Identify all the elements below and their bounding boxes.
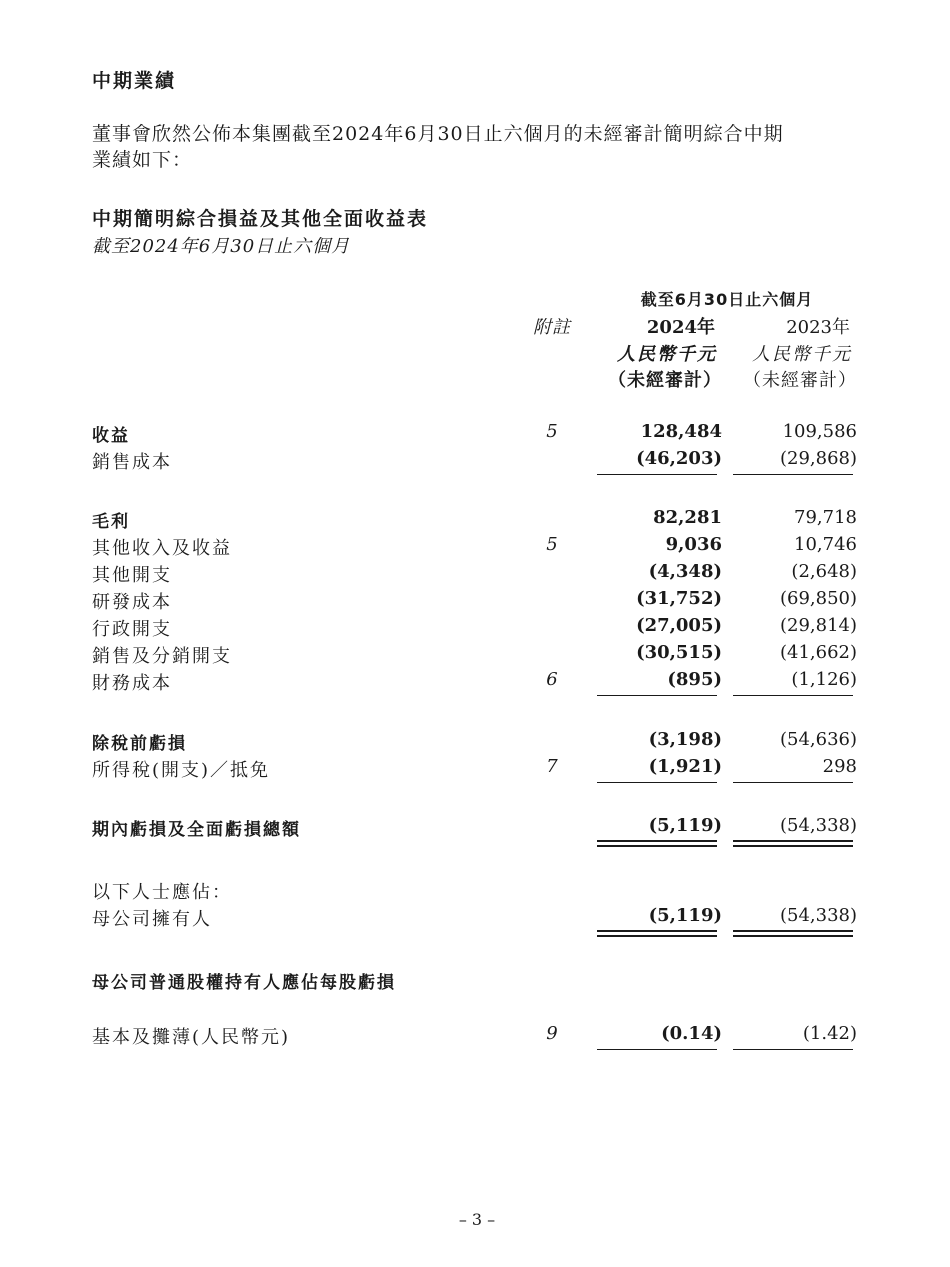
row-value-2023: (29,868) — [779, 448, 857, 469]
row-note: 6 — [546, 669, 558, 690]
table-row-owners-of-parent — [92, 905, 862, 931]
table-row-cost-of-sales — [92, 448, 862, 474]
subtotal-rule-2024 — [597, 474, 717, 475]
row-value-2024: (30,515) — [636, 642, 722, 663]
table-row-other-income — [92, 534, 862, 560]
row-value-2024: (4,348) — [648, 561, 722, 582]
year-2023-header: 2023年 — [786, 317, 850, 338]
audit-2023-header: （未經審計） — [743, 370, 857, 391]
eps-rule-2024 — [597, 1049, 717, 1050]
row-value-2024: 9,036 — [665, 534, 722, 555]
total-double-rule-2024 — [597, 840, 717, 847]
table-row-eps — [92, 1023, 862, 1049]
row-label: 行政開支 — [92, 619, 172, 640]
row-value-2023: 79,718 — [794, 507, 857, 528]
row-value-2024: 82,281 — [653, 507, 722, 528]
row-label: 研發成本 — [92, 592, 172, 613]
row-value-2023: (2,648) — [791, 561, 857, 582]
row-note: 9 — [546, 1023, 558, 1044]
row-value-2023: 10,746 — [794, 534, 857, 555]
row-label: 以下人士應佔： — [92, 882, 232, 903]
row-value-2023: (54,338) — [779, 815, 857, 836]
row-value-2024: (5,119) — [648, 815, 722, 836]
table-row-revenue — [92, 421, 862, 447]
subtotal-rule-2024 — [597, 695, 717, 696]
row-label: 銷售及分銷開支 — [92, 646, 232, 667]
section-title: 中期業績 — [92, 70, 177, 92]
total-double-rule-2023 — [733, 930, 853, 937]
row-value-2023: (1,126) — [791, 669, 857, 690]
intro-line-2: 業績如下： — [92, 149, 193, 171]
row-label: 期內虧損及全面虧損總額 — [92, 820, 301, 840]
row-label: 除稅前虧損 — [92, 734, 187, 754]
note-header: 附註 — [533, 317, 571, 338]
row-value-2024: (46,203) — [636, 448, 722, 469]
row-value-2024: (0.14) — [661, 1023, 722, 1044]
row-value-2023: 109,586 — [782, 421, 857, 442]
table-row-selling-expenses — [92, 642, 862, 668]
statement-title: 中期簡明綜合損益及其他全面收益表 — [92, 208, 429, 230]
table-row-finance-costs — [92, 669, 862, 695]
page-number: – 3 – — [458, 1210, 496, 1229]
row-value-2023: (69,850) — [779, 588, 857, 609]
row-label: 所得稅(開支)／抵免 — [92, 760, 271, 781]
row-label: 其他開支 — [92, 565, 172, 586]
intro-line-1: 董事會欣然公佈本集團截至2024年6月30日止六個月的未經審計簡明綜合中期 — [92, 123, 784, 145]
table-row-eps-heading — [92, 968, 862, 994]
row-value-2024: (27,005) — [636, 615, 722, 636]
eps-rule-2023 — [733, 1049, 853, 1050]
row-label: 基本及攤薄(人民幣元) — [92, 1027, 291, 1048]
row-value-2023: 298 — [822, 756, 857, 777]
audit-2024-header: （未經審計） — [608, 370, 722, 391]
row-note: 7 — [546, 756, 558, 777]
table-row-loss-before-tax — [92, 729, 862, 755]
row-value-2023: (1.42) — [802, 1023, 857, 1044]
row-value-2024: (895) — [667, 669, 722, 690]
row-value-2024: (31,752) — [636, 588, 722, 609]
row-label: 財務成本 — [92, 673, 172, 694]
row-note: 5 — [546, 534, 558, 555]
statement-period: 截至2024年6月30日止六個月 — [92, 236, 351, 257]
row-label: 母公司擁有人 — [92, 909, 212, 930]
row-value-2023: (41,662) — [779, 642, 857, 663]
row-label: 母公司普通股權持有人應佔每股虧損 — [92, 973, 396, 993]
currency-2024-header: 人民幣千元 — [617, 344, 717, 365]
row-value-2023: (54,338) — [779, 905, 857, 926]
document-page — [92, 0, 862, 1267]
total-double-rule-2024 — [597, 930, 717, 937]
row-value-2024: (5,119) — [648, 905, 722, 926]
year-2024-header: 2024年 — [646, 317, 715, 338]
currency-2023-header: 人民幣千元 — [752, 344, 852, 365]
subtotal-rule-2023 — [733, 474, 853, 475]
row-label: 收益 — [92, 426, 130, 446]
row-value-2024: (1,921) — [648, 756, 722, 777]
table-row-gross-profit — [92, 507, 862, 533]
subtotal-rule-2023 — [733, 695, 853, 696]
table-row-admin-expenses — [92, 615, 862, 641]
row-value-2024: 128,484 — [640, 421, 722, 442]
subtotal-rule-2024 — [597, 782, 717, 783]
row-value-2023: (54,636) — [779, 729, 857, 750]
table-row-rd-costs — [92, 588, 862, 614]
row-label: 銷售成本 — [92, 452, 172, 473]
row-value-2023: (29,814) — [779, 615, 857, 636]
table-row-other-expenses — [92, 561, 862, 587]
total-double-rule-2023 — [733, 840, 853, 847]
row-value-2024: (3,198) — [648, 729, 722, 750]
table-row-total-loss — [92, 815, 862, 841]
row-label: 毛利 — [92, 512, 130, 532]
subtotal-rule-2023 — [733, 782, 853, 783]
table-row-income-tax — [92, 756, 862, 782]
period-header: 截至6月30日止六個月 — [640, 290, 814, 309]
row-note: 5 — [546, 421, 558, 442]
row-label: 其他收入及收益 — [92, 538, 232, 559]
table-row-attributable-to — [92, 878, 862, 904]
